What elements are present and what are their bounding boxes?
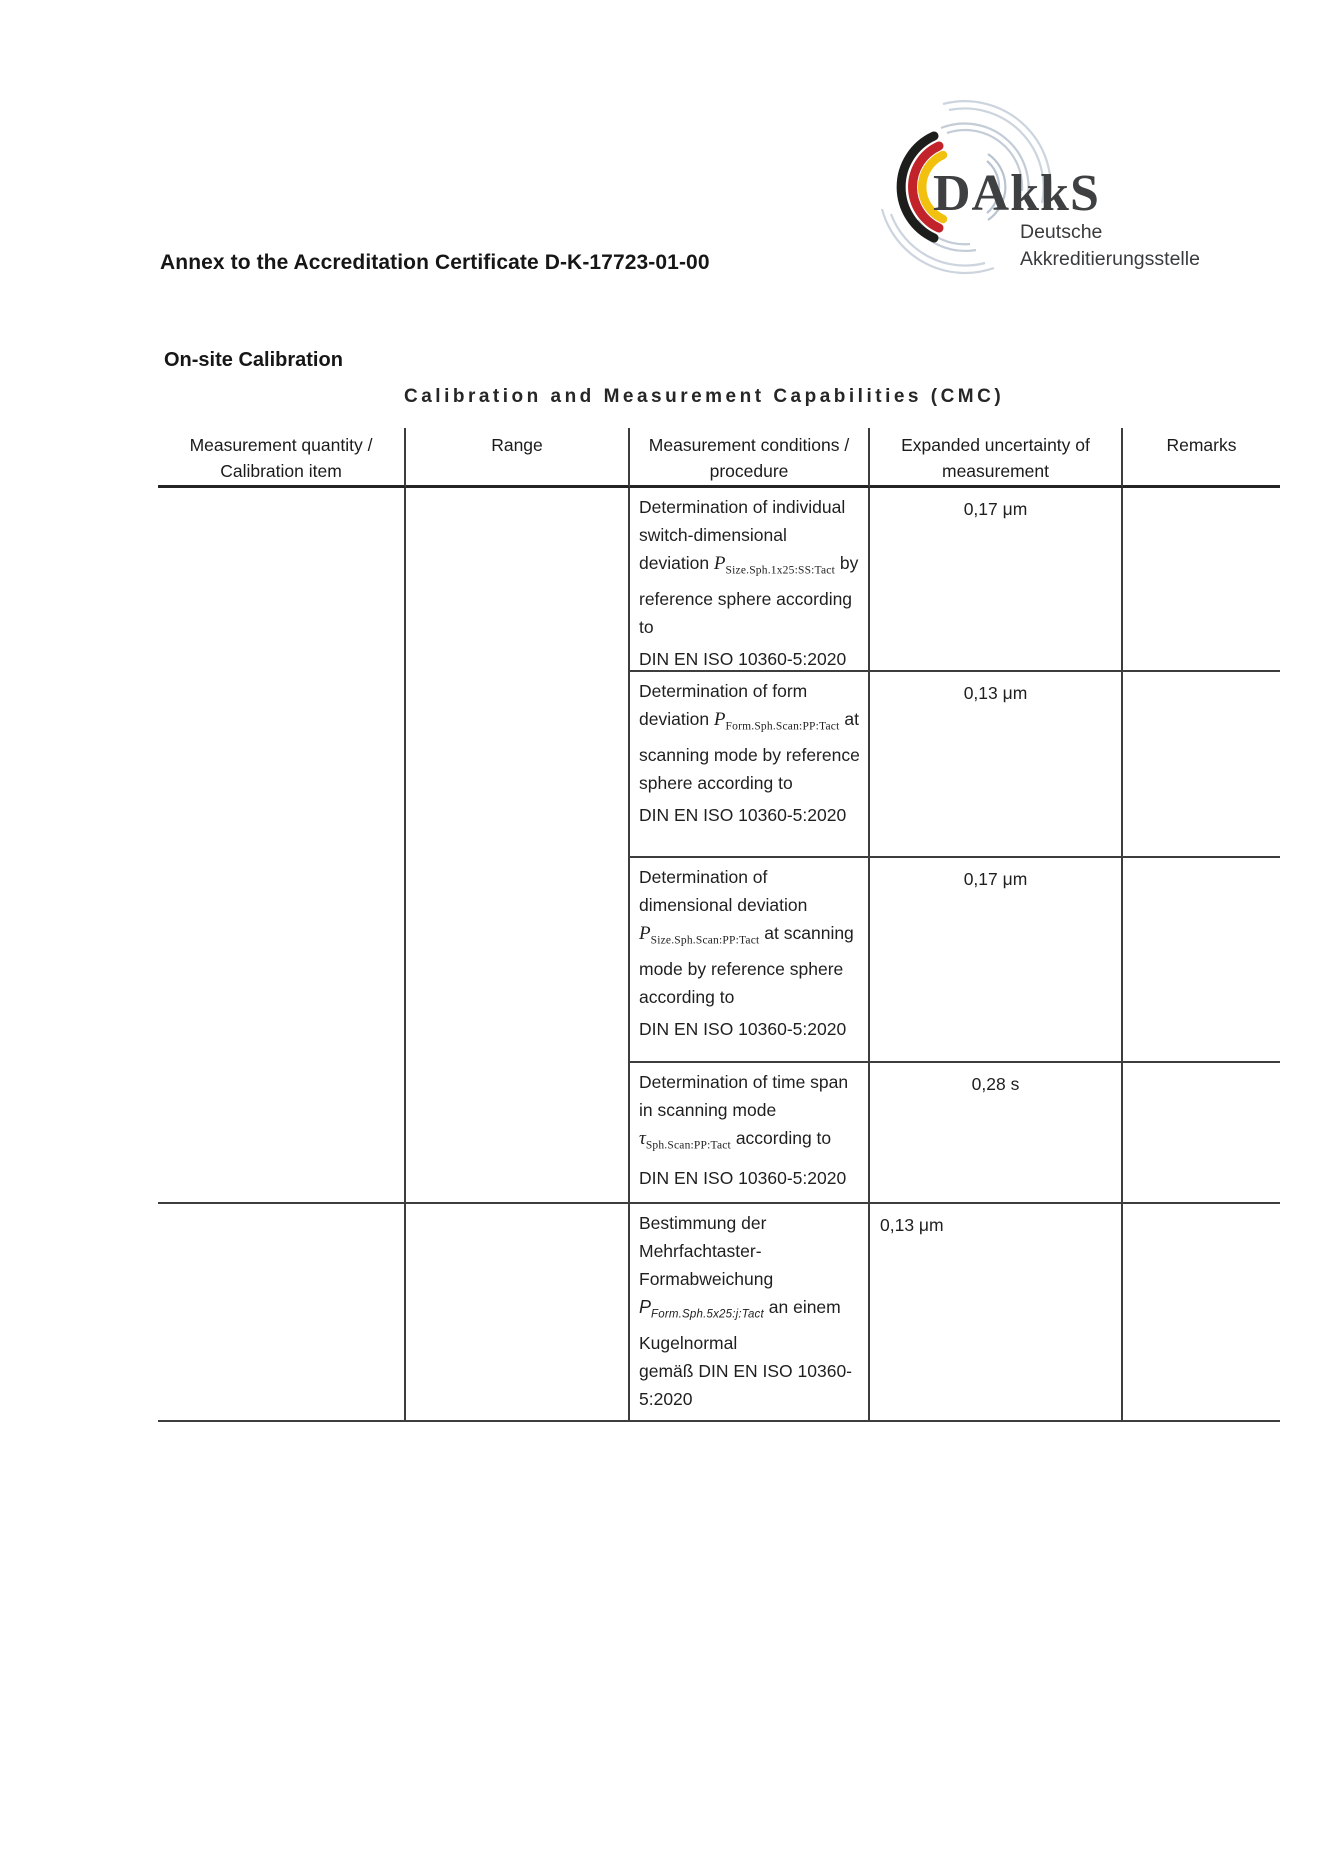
uncertainty-cell: 0,17 μm [870,858,1123,1063]
condition-text-before: Bestimmung der Mehrfachtaster-Formabweichung [639,1213,774,1289]
logo-subtitle-line1: Deutsche [1020,221,1103,243]
formula-symbol: $P_{Size.Sph.Scan:PP:Tact}$ [639,923,760,947]
cmc-table [158,428,1280,1422]
range-cell [406,488,630,672]
condition-text-before: Determination of dimensional deviation [639,867,808,915]
range-cell [406,1063,630,1204]
formula-symbol: $P_{Form.Sph.Scan:PP:Tact}$ [713,709,840,733]
range-cell [406,672,630,858]
condition-text-before: Determination of form deviation [639,681,808,729]
quantity-cell [158,1063,406,1204]
conditions-cell [630,1063,870,1204]
remarks-cell [1123,858,1280,1063]
condition-text-before: Determination of time span in scanning mode [639,1072,849,1120]
condition-text-after: at scanning mode by reference sphere according to [639,709,860,793]
header-cell-quantity: Measurement quantity / Calibration item [158,428,406,488]
condition-text-before: Determination of individual switch-dimensional deviation [639,497,846,573]
quantity-cell [158,1204,406,1422]
quantity-cell [158,488,406,672]
quantity-cell [158,858,406,1063]
table-title: Calibration and Measurement Capabilities (CMC) [404,386,1005,407]
uncertainty-cell: 0,13 μm [870,672,1123,858]
quantity-cell [158,672,406,858]
dakks-logo [880,95,1220,285]
standard-reference: DIN EN ISO 10360-5:2020 [639,1018,847,1039]
remarks-cell [1123,488,1280,672]
uncertainty-cell: 0,13 μm [870,1204,1123,1422]
standard-reference: gemäß DIN EN ISO 10360-5:2020 [639,1360,852,1409]
conditions-cell [630,1204,870,1422]
header-cell-range: Range [406,428,630,488]
condition-text-after: at scanning mode by reference sphere according to [639,923,854,1007]
range-cell [406,1204,630,1422]
condition-text-after: an einem Kugelnormal [639,1297,841,1353]
formula-subscript: Size.Sph.Scan:PP:Tact [650,934,760,947]
standard-reference: DIN EN ISO 10360-5:2020 [639,648,847,669]
header-cell-conditions: Measurement conditions / procedure [630,428,870,488]
formula-subscript: Form.Sph.Scan:PP:Tact [725,720,840,733]
formula-subscript: Sph.Scan:PP:Tact [645,1139,731,1152]
conditions-cell [630,488,870,672]
condition-text-after: according to [730,1128,832,1148]
logo-subtitle-line2: Akkreditierungsstelle [1020,248,1200,270]
uncertainty-cell: 0,17 μm [870,488,1123,672]
section-heading: On-site Calibration [164,349,343,371]
standard-reference: DIN EN ISO 10360-5:2020 [639,804,847,825]
standard-reference: DIN EN ISO 10360-5:2020 [639,1167,847,1188]
range-cell [406,858,630,1063]
conditions-cell [630,672,870,858]
remarks-cell [1123,672,1280,858]
header-cell-remarks: Remarks [1123,428,1280,488]
uncertainty-cell: 0,28 s [870,1063,1123,1204]
header-cell-uncertainty: Expanded uncertainty of measurement [870,428,1123,488]
annex-title: Annex to the Accreditation Certificate D-K-17723-01-00 [160,251,710,274]
logo-wordmark: DAkkS [933,165,1100,222]
formula-subscript: Size.Sph.1x25:SS:Tact [725,564,835,577]
conditions-cell [630,858,870,1063]
formula-symbol: $\tau_{Sph.Scan:PP:Tact}$ [639,1128,731,1152]
remarks-cell [1123,1063,1280,1204]
formula-symbol: $P_{Size.Sph.1x25:SS:Tact}$ [713,553,835,577]
formula-symbol: $P_{Form.Sph.5x25:j:Tact}$ [639,1297,764,1321]
remarks-cell [1123,1204,1280,1422]
formula-subscript: Form.Sph.5x25:j:Tact [651,1308,764,1321]
condition-text-after: by reference sphere according to [639,553,859,637]
